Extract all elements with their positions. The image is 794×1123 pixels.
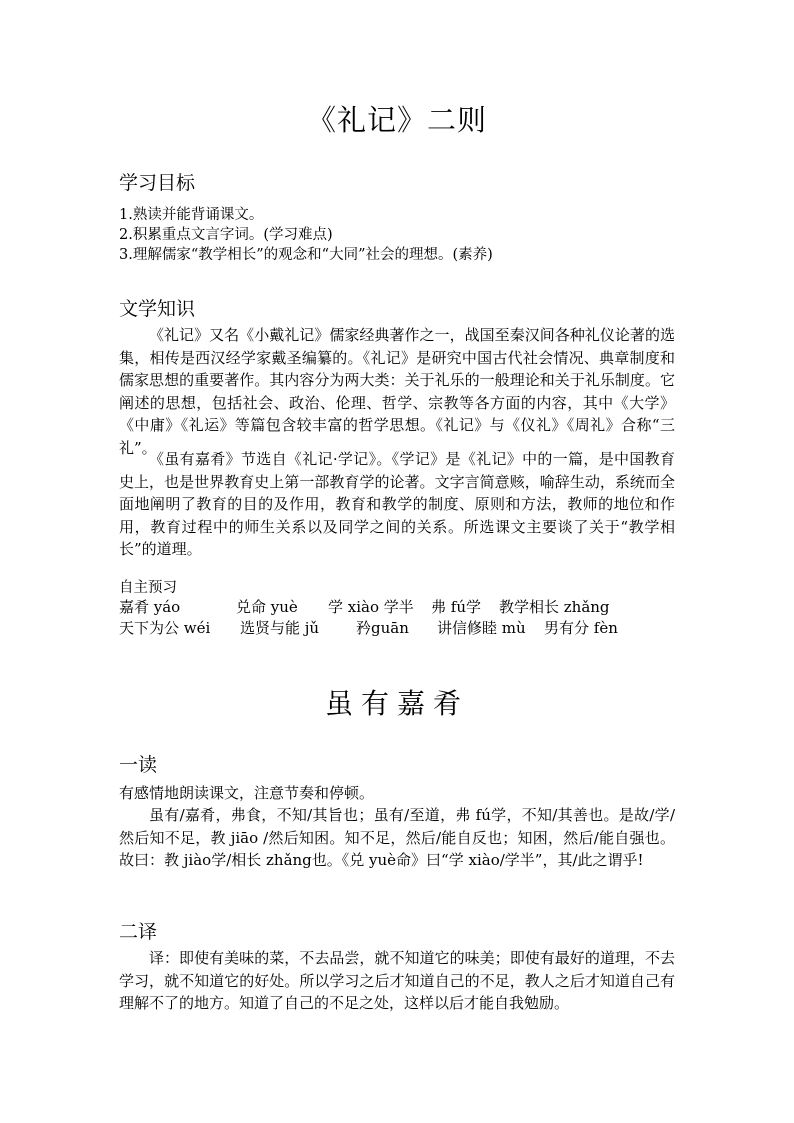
read-heading: 一读 bbox=[119, 754, 158, 776]
vocab-item: 学 xiào 学半 bbox=[328, 598, 414, 616]
vocab-item: 教学相长 zhǎng bbox=[499, 598, 610, 616]
literature-paragraph: 《虽有嘉肴》节选自《礼记·学记》。《学记》是《礼记》中的一篇，是中国教育史上，也是世界教育史上第一部教育学的论著。文字言简意赅，喻辞生动，系统而全面地阐明了教育的目的及作用，教育和教学的制度、原则和方法，教师的地位和作用，教育过程中的师生关系以及同学之间的关系。所选课文主要谈了关于“教学相长”的道理。 bbox=[119, 450, 675, 559]
objective-item: 2.积累重点文言字词。(学习难点) bbox=[119, 227, 333, 243]
literature-heading: 文学知识 bbox=[119, 298, 196, 320]
vocab-item: 弗 fú学 bbox=[431, 598, 481, 616]
sub-title: 虽有嘉肴 bbox=[324, 687, 469, 720]
vocab-item: 嘉肴 yáo bbox=[119, 598, 181, 616]
vocab-item: 矜guān bbox=[356, 619, 409, 637]
vocab-item: 讲信修睦 mù bbox=[437, 619, 526, 637]
translate-heading: 二译 bbox=[119, 921, 158, 943]
main-title: 《礼记》二则 bbox=[306, 103, 487, 137]
read-text: 虽有/嘉肴，弗食，不知/其旨也；虽有/至道，弗 fú学，不知/其善也。是故/学/然后知不足，教 jiāo /然后知困。知不足，然后/能自反也；知困，然后/能自强也。故曰：教 jiào学/相长 zhǎng也。《兑 yuè命》曰“学 xiào/学半”，其/此之谓乎! bbox=[119, 806, 675, 870]
literature-paragraph: 《礼记》又名《小戴礼记》儒家经典著作之一，战国至秦汉间各种礼仪论著的选集，相传是西汉经学家戴圣编纂的。《礼记》是研究中国古代社会情况、典章制度和儒家思想的重要著作。其内容分为两大类：关于礼乐的一般理论和关于礼乐制度。它阐述的思想，包括社会、政治、伦理、哲学、宗教等各方面的内容，其中《大学》《中庸》《礼运》等篇包含较丰富的哲学思想。《礼记》与《仪礼》《周礼》合称“三礼”。 bbox=[119, 326, 675, 457]
objective-item: 3.理解儒家“教学相长”的观念和“大同”社会的理想。(素养) bbox=[119, 247, 493, 263]
translate-text: 译：即使有美味的菜，不去品尝，就不知道它的味美；即使有最好的道理，不去学习，就不知道它的好处。所以学习之后才知道自己的不足，教人之后才知道自己有理解不了的地方。知道了自己的不足之处，这样以后才能自我勉励。 bbox=[119, 949, 675, 1013]
vocab-item: 兑命 yuè bbox=[236, 598, 298, 616]
preview-heading: 自主预习 bbox=[119, 580, 177, 596]
objective-item: 1.熟读并能背诵课文。 bbox=[119, 207, 264, 223]
read-instruction: 有感情地朗读课文，注意节奏和停顿。 bbox=[119, 784, 375, 802]
objectives-heading: 学习目标 bbox=[119, 172, 196, 194]
vocab-item: 男有分 fèn bbox=[544, 619, 618, 637]
vocab-item: 天下为公 wéi bbox=[119, 619, 211, 637]
vocab-item: 选贤与能 jǔ bbox=[240, 619, 320, 637]
